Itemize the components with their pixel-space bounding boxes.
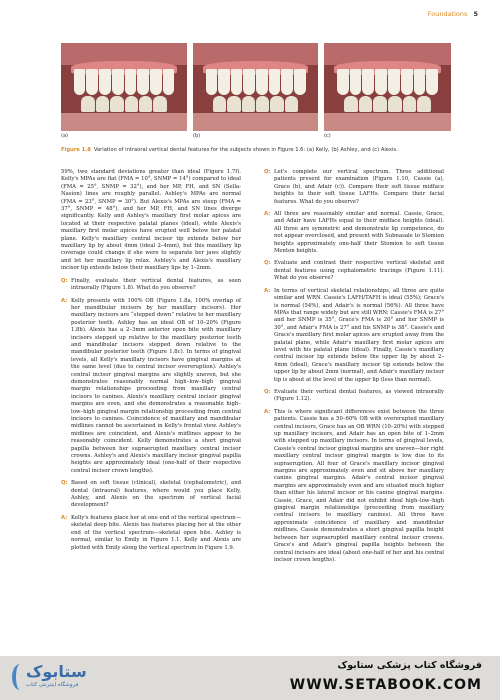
photo-label-b: (b)	[193, 133, 201, 139]
photo-label-a: (a)	[61, 133, 68, 139]
caption-text: Variation of intraoral vertical dental features for the subjects shown in Figure 1.6: (a) Kelly, (b) Ashley, and (c) Alexis.	[93, 147, 398, 153]
answer-text: Kelly's features place her at one end of the vertical spectrum—skeletal deep bite. Alexis has features placing her at the other end of the vertical spectrum—skeletal open bite. Ashley is normal, similar to Emily in Figure 1.1. Kelly and Alexis are plotted with Emily along the vertical spectrum in Figure 1.9.	[71, 514, 241, 551]
answer-text: In terms of vertical skeletal relationships, all three are quite similar and WRN. Cassie's LAFH/TAFH is ideal (55%); Grace's is normal (54%), and Adair's is normal (56%). All three have MPAs that range widely but are still WRN: Cassie's FMA is 27° and her SNMP is 35°, Grace's FMA is 20° and her SNMP is 30°, and Adair's FMA is 27° and his SNMP is 38°. Cassie's and Grace's maxillary first molar apices are erupted away from the palatal plane, while Adair's maxillary first molar apices are level with his palatal plane (ideal). Finally, Cassie's maxillary central incisor tip extends below the upper lip by about 2–4mm (ideal), Grace's maxillary incisor tip extends below the upper lip by about 2mm (normal), and Adair's maxillary incisor tip is about at the level of the upper lip (less than normal).	[274, 287, 444, 383]
intraoral-photos	[61, 43, 451, 131]
figure-number: Figure 1.8	[61, 147, 91, 153]
answer-text: All three are reasonably similar and normal. Cassie, Grace, and Adair have LAFHs equal to their midface heights (ideal). All three are symmetric and demonstrate lip competence, do not appear overclosed, and present with Subnasale to Stomion heights approximately one-half their Stomion to soft tissue Menton heights.	[274, 211, 444, 255]
answer-text: This is where significant differences exist between the three patients. Cassie has a 50–60% OB with overerupted maxillary central incisors, Grace has an OB WRN (10–20%) with stepped up maxillary incisors, and Adair has an open bite of 1–2mm with stepped up maxillary incisors. In terms of gingival levels, Cassie's central incisor gingival margins are uneven—her right maxillary central incisor gingival margin is low due to its supraeruption. All four of Grace's maxillary incisor gingival margins are approximately even and sit above her maxillary canine gingival margins. Adair's central incisor gingival margins are approximately even and are situated much higher than either his lateral incisor or his canine gingival margins. Cassie, Grace, and Adair did not exhibit ideal high–low–high gingival margin relationships (proceeding from maxillary central incisors to maxillary canines). All three have approximate coincidence of maxillary and mandibular midlines. Cassie demonstrates a short gingival papilla height between her supraerupted maxillary central incisor crowns. Grace's and Adair's gingival papilla heights between the central incisors are ideal (about one-half of her and his central incisor crown lengths).	[274, 408, 444, 563]
setabook-logo[interactable]	[8, 660, 118, 696]
photo-label-c: (c)	[324, 133, 331, 139]
answer-tag: A:	[264, 211, 271, 218]
question-tag: Q:	[264, 260, 271, 267]
answer	[264, 409, 444, 565]
question-tag: Q:	[264, 169, 271, 175]
store-url-link[interactable]: WWW.SETABOOK.COM	[289, 677, 482, 693]
question	[61, 278, 241, 293]
intraoral-photo-b	[193, 43, 318, 131]
answer	[61, 298, 241, 476]
answer	[264, 288, 444, 384]
question	[61, 480, 241, 510]
question-tag: Q:	[61, 277, 68, 284]
question	[264, 260, 444, 282]
answer-tag: A:	[264, 287, 271, 294]
question	[264, 389, 444, 404]
figure-caption	[61, 147, 461, 154]
running-header	[428, 10, 478, 18]
intraoral-photo-a	[61, 43, 187, 131]
logo-subtitle: فروشگاه اینترنتی کتاب	[26, 682, 79, 688]
section-title: Foundations	[427, 10, 468, 18]
question-text: Evaluate and contrast their respective vertical skeletal and dental features using cephalometric tracings (Figure 1.11). What do you observe?	[274, 260, 444, 282]
question-tag: Q:	[264, 388, 271, 395]
page-number: 5	[473, 10, 478, 18]
question-text: Based on soft tissue (clinical), skeletal (cephalometric), and dental (intraoral) features, where would you place Kelly, Ashley, and Alexis on the spectrum of vertical facial development?	[71, 480, 241, 509]
question-tag: Q:	[61, 480, 68, 487]
left-column	[61, 169, 241, 557]
logo-text: ستابوک	[26, 662, 87, 681]
answer	[264, 211, 444, 255]
question-text: Let's complete our vertical spectrum. Three additional patients present for examination (Figure 1.10, Cassie (a), Grace (b), and Adair (c)). Compare their soft tissue midface heights to their soft tissue LAFHs. Compare their facial features. What do you observe?	[274, 169, 444, 205]
answer	[61, 515, 241, 552]
question-text: Evaluate their vertical dental features, as viewed intraorally (Figure 1.12).	[274, 388, 444, 403]
answer-tag: A:	[264, 408, 271, 415]
right-column	[264, 169, 444, 569]
answer-tag: A:	[61, 297, 68, 304]
question	[264, 169, 444, 206]
paragraph: 59%, two standard deviations greater than ideal (Figure 1.7f). Kelly's MPAs are flat (FMA = 10°, SNMP = 14°) compared to ideal (FMA = 25°, SNMP = 32°), and her MP, FH, and SN (Sella-Nasion) lines are roughly parallel. Ashley's MPAs are normal (FMA = 23°, SNMP = 30°). But Alexis's MPAs are steep (FMA = 37°, SNMP = 48°), and her MP, FH, and SN lines diverge significantly. Kelly and Ashley's maxillary first molar apices are located at their respective palatal planes (ideal), while Alexis's maxillary first molar apices have erupted well below her palatal plane. Kelly's maxillary central incisor tip extends below her maxillary lip by about 4mm (ideal 2–4mm), but this maxillary lip coverage could change if she were to separate her jaws slightly and let her maxillary lip relax. Ashley's and Alexis's maxillary incisor tip extends below their maxillary lips by 1–2mm.	[61, 169, 241, 272]
answer-tag: A:	[61, 514, 68, 521]
store-name: فروشگاه کتاب پزشکی ستابوک	[337, 660, 482, 671]
watermark-banner	[0, 656, 500, 700]
question-text: Finally, evaluate their vertical dental features, as seen intraorally (Figure 1.8). What do you observe?	[71, 277, 241, 292]
intraoral-photo-c	[324, 43, 451, 131]
answer-text: Kelly presents with 100% OB (Figure 1.8a, 100% overlap of her mandibular incisors by her maxillary incisors). Her maxillary incisors are “stepped down” relative to her maxillary posterior teeth. Ashley has an ideal OB of 10–20% (Figure 1.8b). Alexis has a 2–3mm anterior open bite with maxillary incisors stepped up relative to the maxillary posterior teeth and mandibular incisors stepped down relative to the mandibular posterior teeth (Figure 1.8c). In terms of gingival levels, all Kelly's maxillary incisors have gingival margins at the same level (due to central incisor overeruption). Ashley's central incisor gingival margins are slightly uneven, but she demonstrates reasonably normal high–low–high gingival margin relationships proceeding from maxillary central incisors to canines. Alexis's maxillary central incisor gingival margins are even, and she demonstrates a reasonable high–low–high gingival margin relationship proceeding from central incisors to canines. Coincidence of maxillary and mandibular midlines cannot be ascertained in Kelly's frontal view. Ashley's midlines are coincident, and Alexis's midlines appear to be reasonably coincident. Kelly demonstrates a short gingival papilla between her supraerupted maxillary central incisor crowns. Ashley's and Alexis's maxillary incisor gingival papilla heights are approximately ideal (one-half of their respective central incisor crown lengths).	[71, 297, 241, 474]
